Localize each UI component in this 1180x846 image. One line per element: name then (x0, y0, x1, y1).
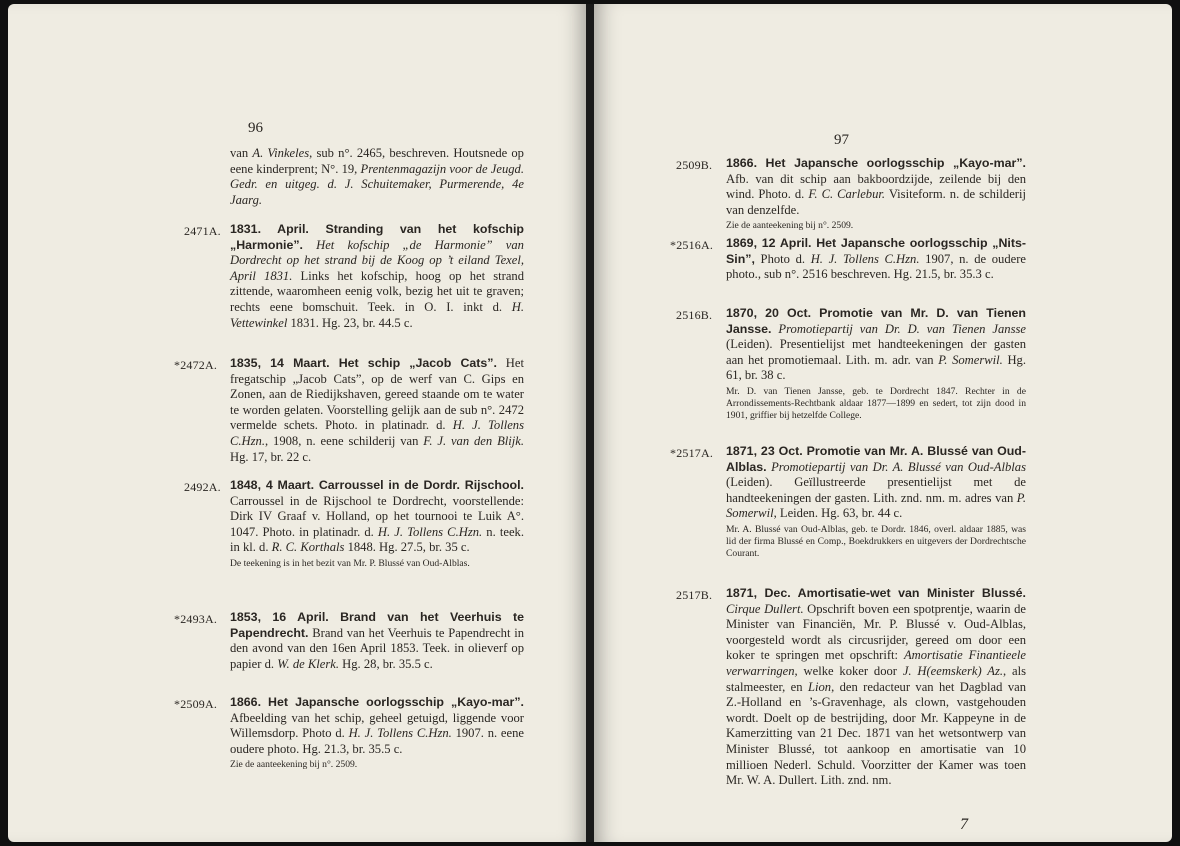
entry-code: *2472A. (174, 358, 218, 372)
catalog-entry: 1848, 4 Maart. Carroussel in de Dordr. Rijschool. Carroussel in de Rijschool te Dordrecht, voorstellende: Dirk IV Graaf v. Holland, op het tournooi te Luik A°. 1047. Photo. in platinadr. d. H. J. Tollens C.Hzn. n. teek. in kl. d. R. C. Korthals 1848. Hg. 27.5, br. 35 c. De teekening is in het bezit van Mr. P. Blussé van Oud-Alblas. (230, 478, 524, 569)
catalog-entry: 1871, Dec. Amortisatie-wet van Minister Blussé. Cirque Dullert. Opschrift boven een spotprentje, waarin de Minister van Financiën, Mr. P. Blussé v. Oud-Alblas, voorgesteld wordt als circusrijder, gereed om door een koker te springen met opschrift: Amortisatie Finantieele verwarringen, welke koker door J. H(eemskerk) Az., als stalmeester, en Lion, den redacteur van het Dagblad van Z.-Holland en ’s-Gravenhage, als clown, vastgehouden wordt. Doelt op de bestrijding, door Mr. Kappeyne in de Kamerzitting van 21 Dec. 1871 van het wetsontwerp van Minister Blussé, tot aankoop en amortisatie van 10 millioen Nederl. Schuld. Voorzitter der Kamer was toen Mr. W. A. Dullert. Lith. znd. nm. (726, 586, 1027, 788)
entry-code: *2516A. (670, 238, 714, 252)
entry-heading: 1871, 23 Oct. Promotie van Mr. A. Blussé van Oud-Alblas. (726, 444, 1026, 474)
entry-code: *2509A. (174, 697, 218, 711)
catalog-entry: 1835, 14 Maart. Het schip „Jacob Cats”. Het fregatschip „Jacob Cats”, op de werf van C. Gips en Zonen, aan de Riedijkshaven, gereed staande om te water te worden gelaten. Voorstelling gelijk aan de sub n°. 2472 vermelde schets. Photo. in platinadr. d. H. J. Tollens C.Hzn., 1908, n. eene schilderij van F. J. van den Blijk. Hg. 17, br. 22 c. (230, 356, 524, 464)
catalog-entry: 1871, 23 Oct. Promotie van Mr. A. Blussé van Oud-Alblas. Promotiepartij van Dr. A. Blussé van Oud-Alblas (Leiden). Geïllustreerde presentielijst met de handteekeningen der gasten. Lith. znd. nm. m. adres van P. Somerwil, Leiden. Hg. 63, br. 44 c. Mr. A. Blussé van Oud-Alblas, geb. te Dordr. 1846, overl. aldaar 1885, was lid der firma Blussé en Comp., Boekdrukkers en uitgevers der Dordrechtsche Courant. (726, 444, 1026, 559)
entry-code: 2516B. (676, 308, 713, 322)
entry-heading: 1871, Dec. Amortisatie-wet van Minister Blussé. (726, 586, 1026, 600)
entry-heading: 1870, 20 Oct. Promotie van Mr. D. van Tienen Jansse. (726, 306, 1026, 336)
catalog-entry: 1866. Het Japansche oorlogsschip „Kayo-mar”. Afbeelding van het schip, geheel getuigd, liggende voor Willemsdorp. Photo d. H. J. Tollens C.Hzn. 1907. n. eene oudere photo. Hg. 21.3, br. 35.5 c. Zie de aanteekening bij n°. 2509. (230, 695, 524, 771)
entry-note: Zie de aanteekening bij n°. 2509. (726, 220, 854, 232)
intro-paragraph: van A. Vinkeles, sub n°. 2465, beschreven. Houtsnede op eene kinderprent; N°. 19, Prentenmagazijn voor de Jeugd. Gedr. en uitgeg. d. J. Schuitemaker, Purmerende, 4e Jaarg. (230, 146, 524, 207)
entry-code: *2493A. (174, 612, 218, 626)
catalog-entry: 1853, 16 April. Brand van het Veerhuis te Papendrecht. Brand van het Veerhuis te Papendrecht in den avond van den 16en April 1853. Teek. in olieverf op papier d. W. de Klerk. Hg. 28, br. 35.5 c. (230, 610, 524, 671)
entry-heading: 1831. April. Stranding van het kofschip „Harmonie”. (230, 222, 524, 252)
entry-note: Mr. D. van Tienen Jansse, geb. te Dordrecht 1847. Rechter in de Arrondissements-Rechtbank aldaar 1877—1899 en sedert, tot zijn dood in 1901, griffier bij hetzelfde College. (726, 385, 1026, 421)
page-number: 97 (834, 132, 849, 148)
entry-heading: 1866. Het Japansche oorlogsschip „Kayo-mar”. (230, 695, 524, 709)
catalog-entry: 1831. April. Stranding van het kofschip „Harmonie”. Het kofschip „de Harmonie” van Dordrecht op het strand bij de Koog op ’t eiland Texel, April 1831. Links het kofschip, hoog op het strand zittende, waaromheen eenig volk, bezig het uit te graven; rechts eene bomschuit. Teek. in O. I. inkt d. H. Vettewinkel 1831. Hg. 23, br. 44.5 c. (230, 222, 525, 330)
entry-heading: 1866. Het Japansche oorlogsschip „Kayo-mar”. (726, 156, 1026, 170)
catalog-entry: 1866. Het Japansche oorlogsschip „Kayo-mar”. Afb. van dit schip aan bakboordzijde, zeilende bij den wind. Photo. d. F. C. Carlebur. Visiteform. n. de schilderij van denzelfde. Zie de aanteekening bij n°. 2509. (726, 156, 1026, 232)
entry-code: 2509B. (676, 158, 713, 172)
entry-heading: 1848, 4 Maart. Carroussel in de Dordr. Rijschool. (230, 478, 524, 492)
right-page (594, 4, 1172, 842)
entry-heading: 1835, 14 Maart. Het schip „Jacob Cats”. (230, 356, 497, 370)
signature-mark: 7 (960, 816, 968, 833)
entry-code: 2471A. (184, 224, 221, 238)
page-number: 96 (248, 120, 263, 136)
entry-note: Mr. A. Blussé van Oud-Alblas, geb. te Dordr. 1846, overl. aldaar 1885, was lid der firma Blussé en Comp., Boekdrukkers en uitgevers der Dordrechtsche Courant. (726, 523, 1026, 559)
book-gutter (586, 4, 594, 842)
catalog-entry: 1870, 20 Oct. Promotie van Mr. D. van Tienen Jansse. Promotiepartij van Dr. D. van Tienen Jansse (Leiden). Presentielijst met handteekeningen der gasten aan het promotiemaal. Lith. m. adr. van P. Somerwil. Hg. 61, br. 38 c. Mr. D. van Tienen Jansse, geb. te Dordrecht 1847. Rechter in de Arrondissements-Rechtbank aldaar 1877—1899 en sedert, tot zijn dood in 1901, griffier bij hetzelfde College. (726, 306, 1026, 421)
entry-heading: 1869, 12 April. Het Japansche oorlogsschip „Nits-Sin”, (726, 236, 1026, 266)
entry-code: 2492A. (184, 480, 221, 494)
entry-note: Zie de aanteekening bij n°. 2509. (230, 759, 358, 771)
entry-note: De teekening is in het bezit van Mr. P. Blussé van Oud-Alblas. (230, 557, 470, 569)
left-page (8, 4, 586, 842)
catalog-entry: 1869, 12 April. Het Japansche oorlogsschip „Nits-Sin”, Photo d. H. J. Tollens C.Hzn. 1907, n. de oudere photo., sub n°. 2516 beschreven. Hg. 21.5, br. 35.3 c. (726, 236, 1026, 282)
entry-code: 2517B. (676, 588, 713, 602)
book-spread (8, 4, 1172, 842)
entry-code: *2517A. (670, 446, 714, 460)
entry-heading: 1853, 16 April. Brand van het Veerhuis te Papendrecht. (230, 610, 524, 640)
